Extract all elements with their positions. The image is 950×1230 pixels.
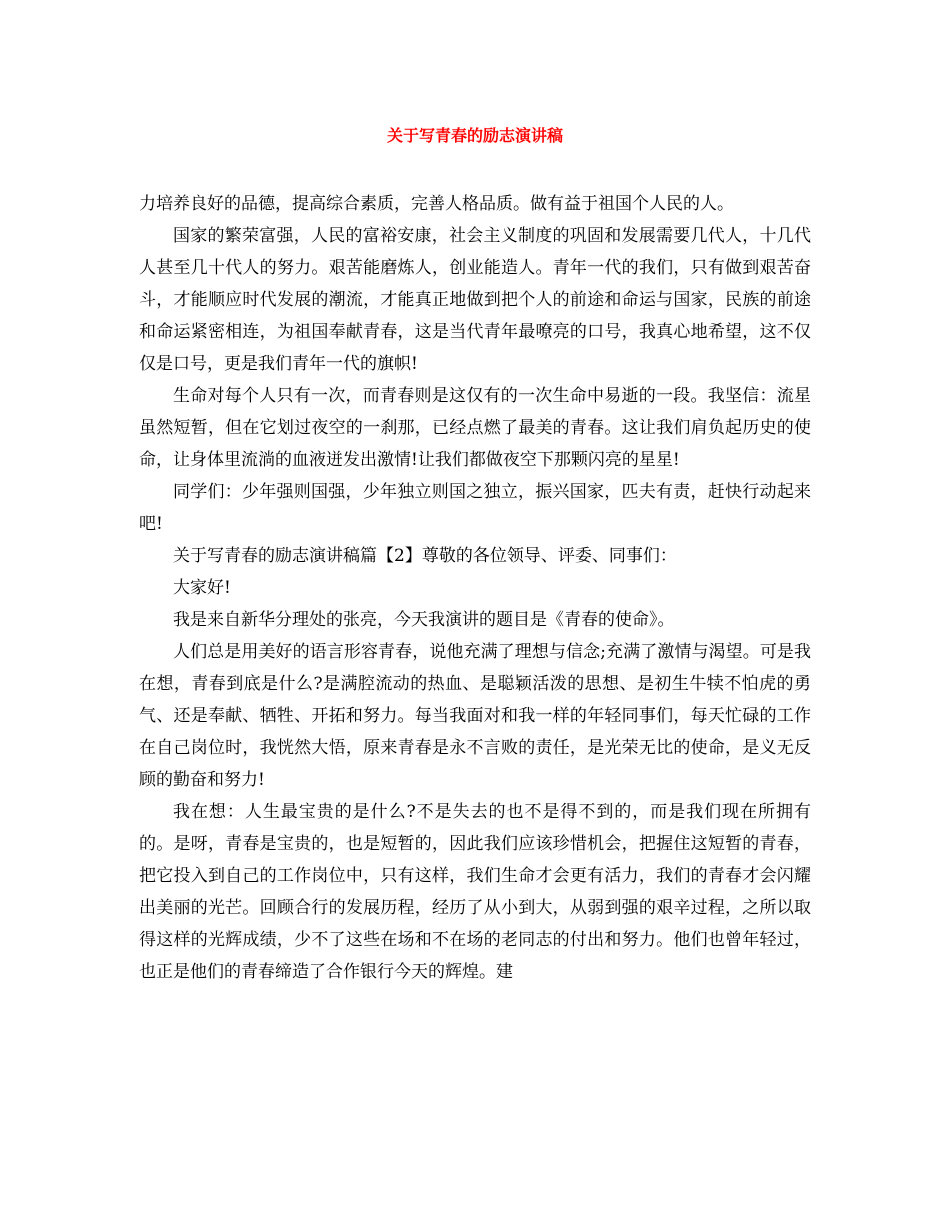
paragraph: 我是来自新华分理处的张亮，今天我演讲的题目是《青春的使命》。 — [173, 610, 675, 630]
paragraph: 同学们：少年强则国强，少年独立则国之独立，振兴国家，匹夫有责，赶快行动起来吧! — [139, 482, 811, 534]
document-title: 关于写青春的励志演讲稿 — [386, 126, 563, 145]
document-body — [139, 188, 811, 988]
paragraph: 关于写青春的励志演讲稿篇【2】尊敬的各位领导、评委、同事们： — [173, 546, 677, 566]
paragraph: 生命对每个人只有一次，而青春则是这仅有的一次生命中易逝的一段。我坚信：流星虽然短暂，但在它划过夜空的一刹那，已经点燃了最美的青春。这让我们肩负起历史的使命，让身体里流淌的血液迸发出激情!让我们都做夜空下那颗闪亮的星星! — [139, 386, 811, 470]
paragraph: 大家好! — [173, 578, 231, 598]
paragraph: 力培养良好的品德，提高综合素质，完善人格品质。做有益于祖国个人民的人。 — [139, 194, 734, 214]
paragraph: 我在想：人生最宝贵的是什么?不是失去的也不是得不到的，而是我们现在所拥有的。是呀，青春是宝贵的，也是短暂的，因此我们应该珍惜机会，把握住这短暂的青春，把它投入到自己的工作岗位中，只有这样，我们生命才会更有活力，我们的青春才会闪耀出美丽的光芒。回顾合行的发展历程，经历了从小到大，从弱到强的艰辛过程，之所以取得这样的光辉成绩，少不了这些在场和不在场的老同志的付出和努力。他们也曾年轻过，也正是他们的青春缔造了合作银行今天的辉煌。建 — [139, 802, 811, 982]
paragraph: 人们总是用美好的语言形容青春，说他充满了理想与信念;充满了激情与渴望。可是我在想，青春到底是什么?是满腔流动的热血、是聪颖活泼的思想、是初生牛犊不怕虎的勇气、还是奉献、牺牲、开拓和努力。每当我面对和我一样的年轻同事们，每天忙碌的工作在自己岗位时，我恍然大悟，原来青春是永不言败的责任，是光荣无比的使命，是义无反顾的勤奋和努力! — [139, 642, 811, 790]
paragraph: 国家的繁荣富强，人民的富裕安康，社会主义制度的巩固和发展需要几代人，十几代人甚至几十代人的努力。艰苦能磨炼人，创业能造人。青年一代的我们，只有做到艰苦奋斗，才能顺应时代发展的潮流，才能真正地做到把个人的前途和命运与国家，民族的前途和命运紧密相连，为祖国奉献青春，这是当代青年最嘹亮的口号，我真心地希望，这不仅仅是口号，更是我们青年一代的旗帜! — [139, 226, 811, 374]
